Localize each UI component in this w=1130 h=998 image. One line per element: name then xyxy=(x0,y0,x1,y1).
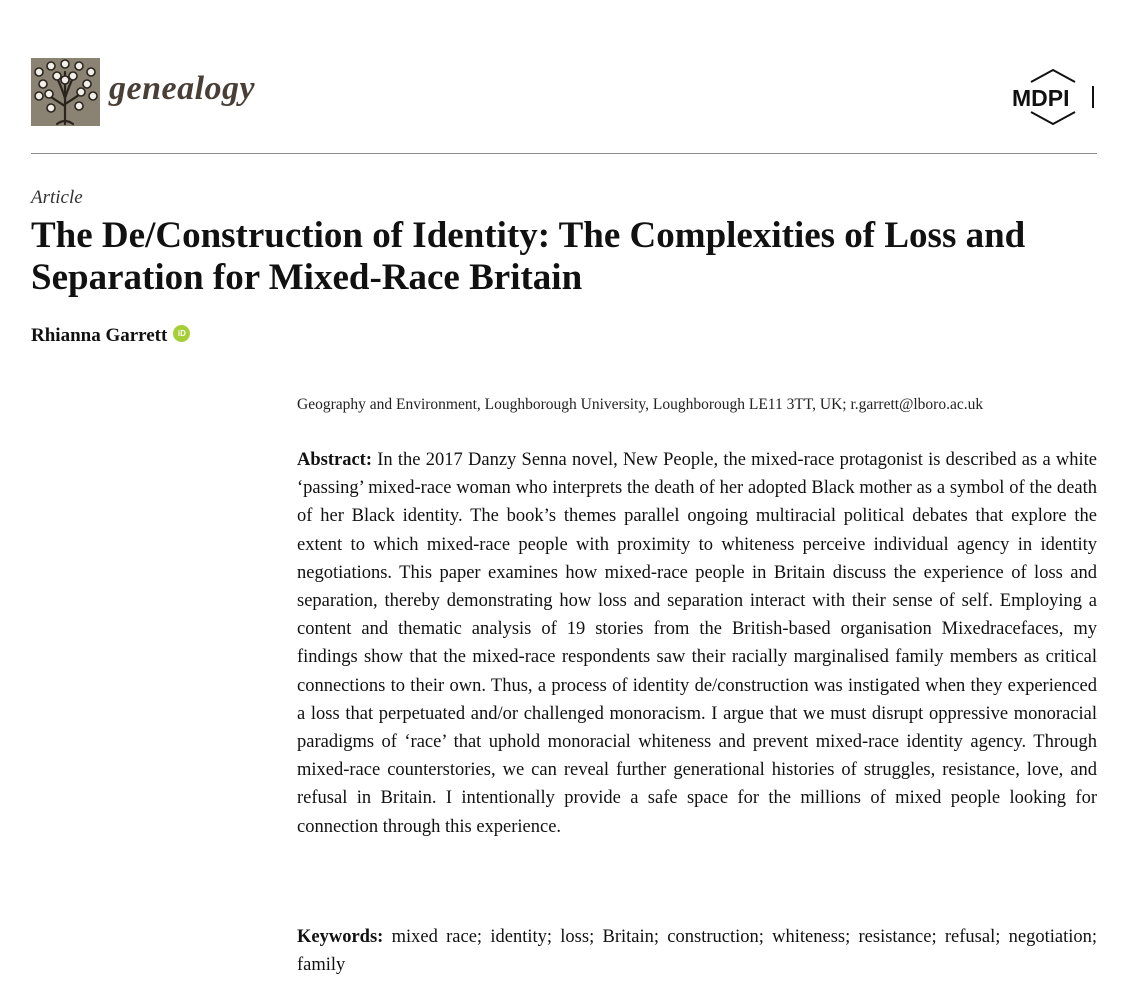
abstract-text: In the 2017 Danzy Senna novel, New People, the mixed-race protagonist is described as a white ‘passing’ mixed-race woman who interprets the death of her adopted Black mother as a symbol of the death of her Black identity. The book’s themes parallel ongoing multiracial political debates that explore the extent to which mixed-race people with proximity to whiteness perceive individual agency in identity negotiations. This paper examines how mixed-race people in Britain discuss the experience of loss and separation, thereby demonstrating how loss and separation interact with their sense of self. Employing a content and thematic analysis of 19 stories from the British-based organisation Mixedracefaces, my findings show that the mixed-race respondents saw their racially marginalised family members as critical connections to their own. Thus, a process of identity de/construction was instigated when they experienced a loss that perpetuated and/or challenged monoracism. I argue that we must disrupt oppressive monoracial paradigms of ‘race’ that uphold monoracial whiteness and prevent mixed-race identity agency. Through mixed-race counterstories, we can reveal further generational histories of struggles, resistance, love, and refusal in Britain. I intentionally provide a safe space for the millions of mixed people looking for connection through this experience. xyxy=(297,450,1098,837)
keywords xyxy=(297,923,1097,979)
orcid-icon[interactable]: iD xyxy=(173,325,190,342)
header-divider xyxy=(31,153,1097,154)
keywords-text: mixed race; identity; loss; Britain; construction; whiteness; resistance; refusal; negotiation; family xyxy=(297,927,1097,975)
author-name[interactable]: Rhianna Garrett xyxy=(31,325,168,346)
journal-name: genealogy xyxy=(109,70,256,107)
journal-logo-icon xyxy=(31,58,100,126)
article-title: The De/Construction of Identity: The Complexities of Loss and Separation for Mixed-Race Britain xyxy=(31,215,1026,298)
abstract xyxy=(297,446,1097,841)
mdpi-logo-icon xyxy=(1007,68,1099,126)
author-line xyxy=(31,325,190,347)
keywords-label: Keywords: xyxy=(297,927,384,947)
affiliation: Geography and Environment, Loughborough University, Loughborough LE11 3TT, UK; r.garrett@lboro.ac.uk xyxy=(297,396,984,413)
tree-icon xyxy=(31,58,100,126)
article-type: Article xyxy=(31,187,83,208)
abstract-label: Abstract: xyxy=(297,450,373,470)
publisher-name: MDPI xyxy=(1012,85,1070,111)
